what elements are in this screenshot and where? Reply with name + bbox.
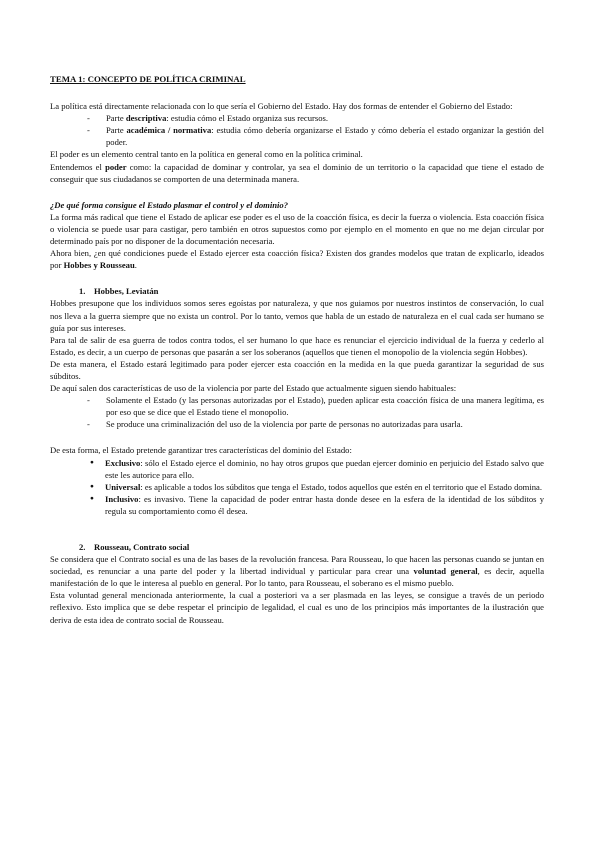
list-item: - Se produce una criminalización del uso de la violencia por parte de personas no autorizadas para usarla. bbox=[50, 418, 544, 430]
power-paragraph: El poder es un elemento central tanto en la política en general como en la política criminal. bbox=[50, 149, 363, 160]
government-forms-list bbox=[50, 112, 544, 148]
hobbes-paragraph: De esta forma, el Estado pretende garantizar tres características del dominio del Estado: bbox=[50, 445, 352, 456]
rousseau-heading: 2. Rousseau, Contrato social bbox=[79, 542, 190, 552]
rousseau-paragraph: Se considera que el Contrato social es una de las bases de la revolución francesa. Para Rousseau, lo que hacen las personas cuando se juntan en sociedad, es renunciar a una parte del poder y la libertad individual y particular para crear una voluntad general, es decir, aquella manifestación de lo que le interesa al pueblo en general. Por lo tanto, para Rousseau, el soberano es el mismo pueblo. bbox=[50, 554, 545, 589]
list-item: ● Inclusivo: es invasivo. Tiene la capacidad de poder entrar hasta donde desee en la esfera de la identidad de los súbditos y regula su comportamiento como él desea. bbox=[50, 493, 544, 517]
domain-features-list bbox=[50, 457, 544, 517]
page-title: TEMA 1: CONCEPTO DE POLÍTICA CRIMINAL bbox=[50, 74, 246, 84]
list-item: ● Exclusivo: sólo el Estado ejerce el dominio, no hay otros grupos que puedan ejercer dominio en perjuicio del Estado salvo que este les autorice para ello. bbox=[50, 457, 544, 481]
power-definition: Entendemos el poder como: la capacidad de dominar y controlar, ya sea el dominio de un territorio o la capacidad que tiene el estado de conseguir que sus ciudadanos se comporten de una determinada manera. bbox=[50, 161, 544, 184]
list-item: ● Universal: es aplicable a todos los súbditos que tenga el Estado, todos aquellos que estén en el territorio que el Estado domina. bbox=[50, 481, 544, 493]
document-content bbox=[50, 73, 544, 626]
list-item: - Parte descriptiva: estudia cómo el Estado organiza sus recursos. bbox=[50, 112, 544, 124]
hobbes-paragraph: De aquí salen dos características de uso de la violencia por parte del Estado que actualmente siguen siendo habituales: bbox=[50, 383, 457, 394]
coercion-paragraph: La forma más radical que tiene el Estado de aplicar ese poder es el uso de la coacción física, es decir la fuerza o violencia. Esta coacción física o violencia se puede usar para castigar, pero también en otros supuestos como por ejemplo en el momento en que no me dejan circular por determinado país por no disponer de la documentación necesaria. bbox=[50, 211, 544, 247]
hobbes-paragraph: De esta manera, el Estado estará legitimado para poder ejercer esta coacción en la medida en la que pueda garantizar la seguridad de sus súbditos. bbox=[50, 358, 544, 381]
intro-paragraph: La política está directamente relacionada con lo que sería el Gobierno del Estado. Hay dos formas de entender el Gobierno del Estado: bbox=[50, 101, 513, 112]
hobbes-heading: 1. Hobbes, Leviatán bbox=[79, 286, 159, 297]
rousseau-paragraph: Esta voluntad general mencionada anteriormente, la cual a posteriori va a ser plasmada en las leyes, se consigue a través de un periodo reflexivo. Esto implica que se debe respetar el principio de legalidad, el cual es uno de los principios más importantes de la ilustración que deriva de esta idea de contrato social de Rousseau. bbox=[50, 590, 544, 625]
list-item: - Parte académica / normativa: estudia cómo debería organizarse el Estado y cómo debería el estado organizar la gestión del poder. bbox=[50, 124, 544, 148]
list-item: - Solamente el Estado (y las personas autorizadas por el Estado), pueden aplicar esta coacción física de una manera legítima, es por eso que se dice que el Estado tiene el monopolio. bbox=[50, 394, 544, 418]
violence-characteristics-list bbox=[50, 394, 544, 430]
section-question-heading: ¿De qué forma consigue el Estado plasmar el control y el dominio? bbox=[50, 199, 288, 210]
hobbes-paragraph: Para tal de salir de esa guerra de todos contra todos, el ser humano lo que hace es renunciar el ejercicio individual de la fuerza y cederlo al Estado, es decir, a un cuerpo de personas que pasarán a ser los soberanos (aquellos que tienen el monopolio de la violencia según Hobbes). bbox=[50, 334, 544, 357]
models-paragraph: Ahora bien, ¿en qué condiciones puede el Estado ejercer esta coacción física? Existen dos grandes modelos que tratan de explicarlo, ideados por Hobbes y Rousseau. bbox=[50, 248, 544, 271]
hobbes-paragraph: Hobbes presupone que los individuos somos seres egoístas por naturaleza, y que nos guiamos por nuestros instintos de conservación, lo cual nos lleva a la guerra siempre que no exista un control. Por lo tanto, vemos que habla de un estado de naturaleza en el cual cada ser humano se guía por sus intereses. bbox=[50, 298, 544, 333]
